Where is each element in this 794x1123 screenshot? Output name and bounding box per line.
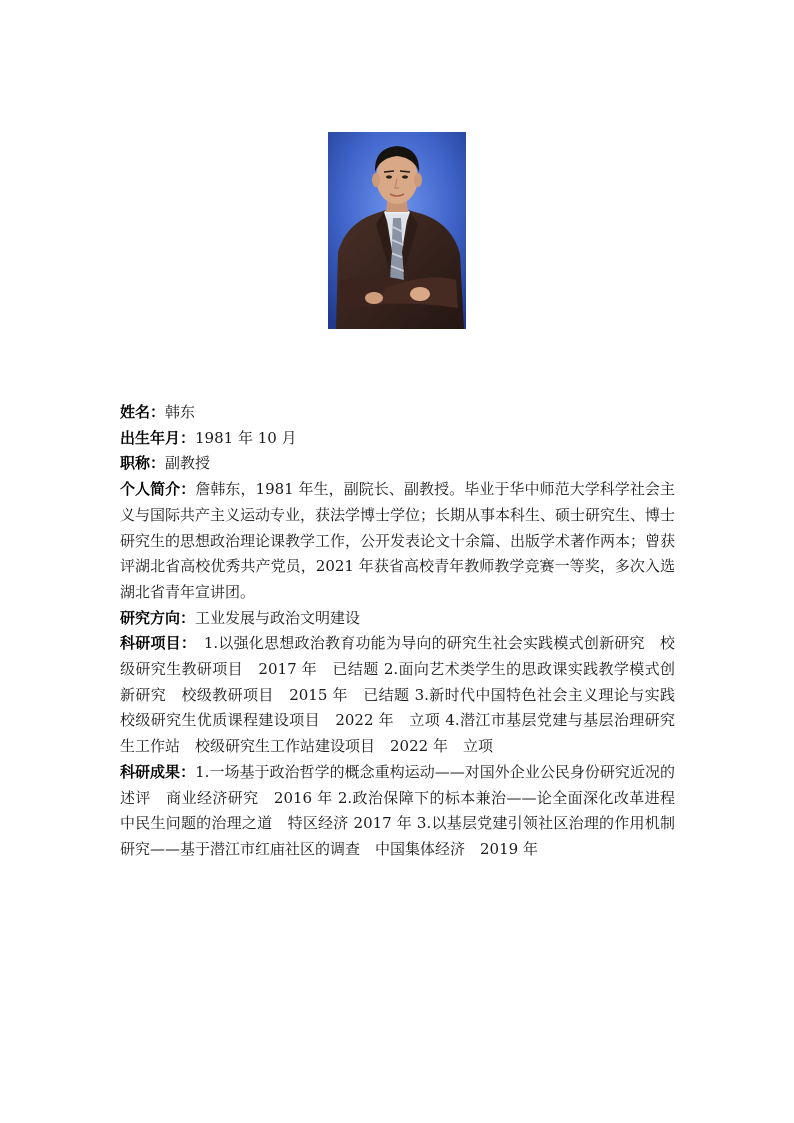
name-line <box>120 400 675 426</box>
achievements-paragraph <box>120 760 675 863</box>
projects-label: 科研项目： <box>120 634 189 653</box>
intro-paragraph <box>120 477 675 606</box>
profile-content <box>120 400 691 863</box>
title-value: 副教授 <box>165 454 211 473</box>
name-label: 姓名： <box>120 403 166 421</box>
title-line <box>120 451 675 477</box>
research-value: 工业发展与政治文明建设 <box>195 608 361 627</box>
intro-text: 詹韩东，1981 年生，副院长、副教授。毕业于华中师范大学科学社会主义与国际共产主义运动专业，获法学博士学位；长期从事本科生、硕士研究生、博士研究生的思想政治理论课教学工作，公开发表论文十余篇、出版学术著作两本；曾获评湖北省高校优秀共产党员，2021 年获省高校青年教师教学竞赛一等奖，多次入选湖北省青年宣讲团。 <box>120 480 676 601</box>
projects-paragraph <box>120 631 691 760</box>
title-label: 职称： <box>120 454 166 473</box>
research-line <box>120 606 675 632</box>
birth-line <box>120 426 675 452</box>
research-label: 研究方向： <box>120 608 196 627</box>
projects-text: 1.以强化思想政治教育功能为导向的研究生社会实践模式创新研究 校级研究生教研项目 2017 年 已结题 2.面向艺术类学生的思政课实践教学模式创新研究 校级教研项目 2015 年 已结题 3.新时代中国特色社会主义理论与实践 校级研究生优质课程建设项目 2022 年 立项 4.潜江市基层党建与基层治理研究生工作站 校级研究生工作站建设项目 2022 年 立项 <box>120 634 691 756</box>
intro-label: 个人简介： <box>120 480 196 499</box>
profile-photo <box>328 132 466 329</box>
achievements-label: 科研成果： <box>120 762 196 781</box>
birth-label: 出生年月： <box>120 428 196 447</box>
name-value: 韩东 <box>165 403 196 421</box>
achievements-text: 1.一场基于政治哲学的概念重构运动——对国外企业公民身份研究近况的述评 商业经济研究 2016 年 2.政治保障下的标本兼治——论全面深化改革进程中民生问题的治理之道 特区经济 2017 年 3.以基层党建引领社区治理的作用机制研究——基于潜江市红庙社区的调查 中国集体经济 2019 年 <box>120 762 675 858</box>
birth-value: 1981 年 10 月 <box>195 428 297 447</box>
